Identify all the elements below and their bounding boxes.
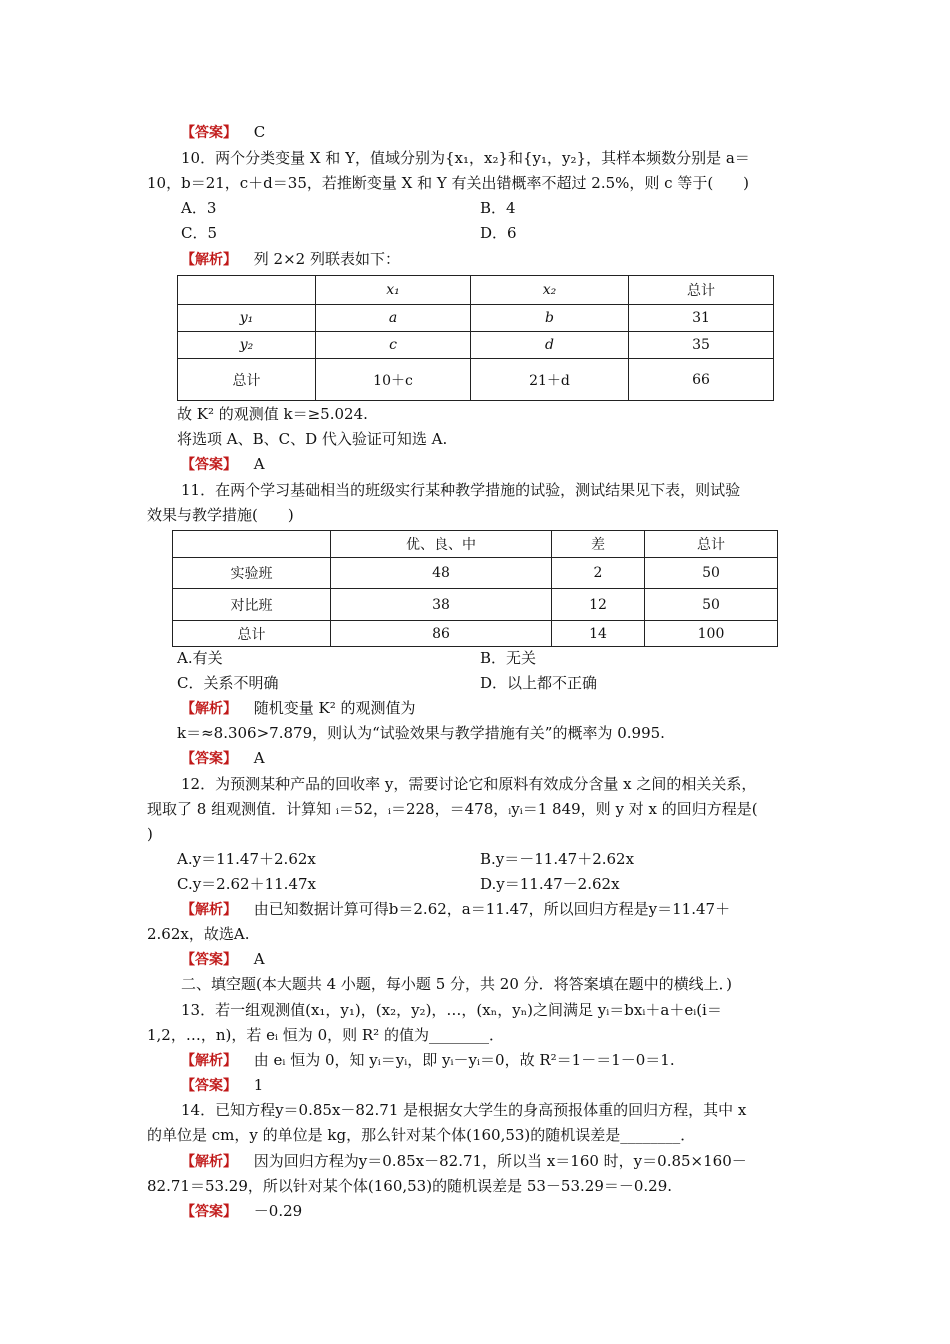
q10-analysis-line [181,249,400,270]
q11-option-c: C．关系不明确 [177,674,279,692]
q13-stem-line1: 13．若一组观测值(x₁，y₁)，(x₂，y₂)，…，(xₙ，yₙ)之间满足 yᵢ＝bxᵢ＋a＋eᵢ(i＝ [181,1001,722,1019]
q10-option-b: B．4 [480,199,516,217]
table-cell: 总计 [645,531,778,558]
answer-value: C [253,123,266,141]
analysis-tag: 【解析】 [181,701,237,717]
q10-stem-line1: 10．两个分类变量 X 和 Y，值域分别为{x₁，x₂}和{y₁，y₂}，其样本频数分别是 a＝ [181,149,750,167]
q10-answer-line [181,454,265,475]
table-header-row [178,276,774,305]
q10-option-d: D．6 [480,224,517,242]
table-cell: 100 [645,621,778,647]
q10-option-c: C．5 [181,224,218,242]
answer-value: A [253,950,265,968]
analysis-text: 因为回归方程为y＝0.85x－82.71，所以当 x＝160 时，y＝0.85×160－ [253,1152,747,1170]
q14-stem-line2: 的单位是 cm，y 的单位是 kg，那么针对某个体(160,53)的随机误差是________． [147,1126,696,1144]
table-row [178,359,774,401]
table-cell: 12 [552,589,645,621]
table-cell: 优、良、中 [331,531,552,558]
table-row [178,332,774,359]
table-cell: 21＋d [471,359,629,401]
table-cell: x₂ [471,276,629,305]
table-cell [178,276,316,305]
answer-tag: 【答案】 [181,751,237,767]
table-cell: d [471,332,629,359]
q10-after-line2: 将选项 A、B、C、D 代入验证可知选 A. [177,430,448,448]
answer-tag: 【答案】 [181,952,237,968]
q12-option-c: C.y＝2.62＋11.47x [177,875,316,893]
table-cell: a [316,305,471,332]
analysis-text: 随机变量 K² 的观测值为 [253,699,416,717]
table-row [173,621,778,647]
table-cell: 差 [552,531,645,558]
q12-stem-line2: 现取了 8 组观测值．计算知 ᵢ＝52，ᵢ＝228，＝478，ᵢyᵢ＝1 849，则 y 对 x 的回归方程是( [147,800,758,818]
q11-stem-line1: 11．在两个学习基础相当的班级实行某种教学措施的试验，测试结果见下表，则试验 [181,481,741,499]
table-cell: 35 [629,332,774,359]
section-heading: 二、填空题(本大题共 4 小题，每小题 5 分，共 20 分．将答案填在题中的横线上．) [181,975,732,993]
table-row [178,305,774,332]
table-row [173,589,778,621]
q12-answer-line [181,949,265,970]
table-header-row [173,531,778,558]
table-cell: 2 [552,558,645,589]
table-cell: y₂ [178,332,316,359]
answer-value: A [253,455,265,473]
q11-stem-line2: 效果与教学措施( ) [147,506,294,524]
analysis-text: 由已知数据计算可得b＝2.62，a＝11.47，所以回归方程是y＝11.47＋ [253,900,731,918]
table-cell: c [316,332,471,359]
table-row [173,558,778,589]
table-cell: 66 [629,359,774,401]
table-cell: 86 [331,621,552,647]
analysis-tag: 【解析】 [181,252,237,268]
answer-tag: 【答案】 [181,1204,237,1220]
q12-option-a: A.y＝11.47＋2.62x [177,850,316,868]
q10-option-a: A．3 [181,199,217,217]
table-cell: 总计 [178,359,316,401]
q11-analysis-line [181,698,416,719]
answer-tag: 【答案】 [181,125,237,141]
answer-tag: 【答案】 [181,1078,237,1094]
q12-stem-line1: 12．为预测某种产品的回收率 y，需要讨论它和原料有效成分含量 x 之间的相关关系， [181,775,757,793]
q14-stem-line1: 14．已知方程y＝0.85x－82.71 是根据女大学生的身高预报体重的回归方程，其中 x [181,1101,747,1119]
table-cell: 38 [331,589,552,621]
answer-value: A [253,749,265,767]
table-cell: 总计 [629,276,774,305]
analysis-text: 列 2×2 列联表如下： [253,250,400,268]
q14-answer-line [181,1201,302,1222]
answer-value: －0.29 [253,1202,303,1220]
q11-option-a: A.有关 [177,649,223,667]
q10-contingency-table [177,275,774,401]
table-cell: b [471,305,629,332]
q10-stem-line2: 10，b＝21，c＋d＝35，若推断变量 X 和 Y 有关出错概率不超过 2.5%，则 c 等于( ) [147,174,750,192]
table-cell: 10＋c [316,359,471,401]
q14-analysis-line2: 82.71＝53.29，所以针对某个体(160,53)的随机误差是 53－53.29＝－0.29. [147,1177,673,1195]
table-cell: 31 [629,305,774,332]
table-cell: y₁ [178,305,316,332]
q13-answer-line [181,1075,263,1096]
q13-analysis-line [181,1050,675,1071]
q12-stem-line3: ) [147,825,153,843]
q12-option-d: D.y＝11.47－2.62x [480,875,620,893]
q11-analysis-line2: k＝≈8.306>7.879，则认为“试验效果与教学措施有关”的概率为 0.995. [177,724,665,742]
table-cell: 实验班 [173,558,331,589]
q11-option-d: D．以上都不正确 [480,674,598,692]
answer-tag: 【答案】 [181,457,237,473]
q14-analysis-line [181,1151,747,1172]
answer-value: 1 [253,1076,264,1094]
q12-analysis-line2: 2.62x，故选A. [147,925,250,943]
analysis-tag: 【解析】 [181,1053,237,1069]
table-cell: 对比班 [173,589,331,621]
q13-stem-line2: 1,2，…，n)，若 eᵢ 恒为 0，则 R² 的值为________． [147,1026,504,1044]
table-cell: 总计 [173,621,331,647]
q11-results-table [172,530,778,647]
q12-option-b: B.y＝－11.47＋2.62x [480,850,635,868]
analysis-tag: 【解析】 [181,1154,237,1170]
q11-option-b: B．无关 [480,649,537,667]
q12-analysis-line [181,899,730,920]
table-cell: 14 [552,621,645,647]
analysis-text: 由 eᵢ 恒为 0，知 yᵢ＝yᵢ，即 yᵢ－yᵢ＝0，故 R²＝1－＝1－0＝1. [253,1051,675,1069]
table-cell: 50 [645,589,778,621]
q11-answer-line [181,748,265,769]
q9-answer-line [181,122,265,143]
q10-after-line1: 故 K² 的观测值 k＝≥5.024. [177,405,368,423]
analysis-tag: 【解析】 [181,902,237,918]
table-cell: 50 [645,558,778,589]
table-cell: 48 [331,558,552,589]
table-cell [173,531,331,558]
table-cell: x₁ [316,276,471,305]
